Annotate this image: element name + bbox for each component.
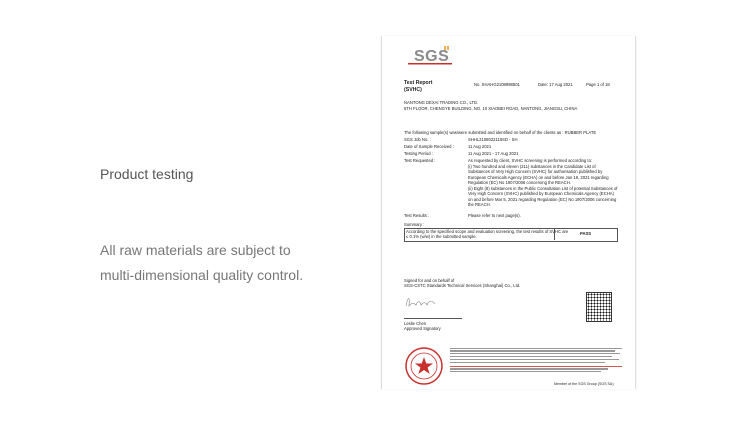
signed-company-line: SGS-CSTC Standards Technical Services (Shanghai) Co., Ltd. [404,283,521,288]
requested-line: Very High Concern (SVHC) published by European Chemicals Agency (ECHA) [468,191,614,196]
pass-result: PASS [580,231,592,236]
handwritten-signature-icon [404,294,438,310]
signed-for-line: Signed for and on behalf of [404,278,455,283]
requested-line: (i) Two hundred and eleven (211) substances in the Candidate List of [468,163,596,169]
requested-line: the REACH. [468,202,491,207]
requested-line: European Chemicals Agency (ECHA) on and before Jan 19, 2021 regarding [468,174,609,180]
received-label: Date of Sample Received : [404,144,454,149]
sgs-test-report-image [381,36,636,389]
product-testing-title: Product testing [100,166,194,182]
job-no-label: SGS Job No. : [404,137,431,142]
signer-name: Leslie Chen [404,321,427,326]
signature-rule [404,318,462,319]
product-testing-description [100,238,303,288]
sgs-seal-stamp-icon [404,346,444,386]
report-subtitle: (SVHC) [404,87,422,93]
company-name: NANTONG DEXAI TRADING CO., LTD. [404,100,479,105]
signer-title: Approved Signatory [404,326,441,331]
requested-label: Test Requested : [404,158,436,163]
summary-line-2: ≤ 0.1% (w/w) in the submitted sample. [406,234,477,239]
requested-line: As requested by client, SVHC screening is performed according to: [468,158,593,163]
report-title: Test Report [404,80,433,86]
results-label: Test Results : [404,213,430,218]
requested-line: Substances of Very High Concern (SVHC) for authorisation published by [468,169,603,174]
report-date: Date: 17 Aug 2021 [538,82,573,87]
summary-line-1: According to the specified scope and evaluation screening, the test results of SVHC are [406,229,569,234]
report-page: Page 1 of 18 [586,82,610,87]
sgs-group-member: Member of the SGS Group (SGS SA) [554,382,614,386]
report-number: No. SHAHG2108998501 [474,82,520,87]
sgs-logo-text: SGS [414,48,450,65]
company-address: 6TH FLOOR, CHENGYE BUILDING, NO. 10 XIAOBEI ROAD, NANTONG, JIANGSU, CHINA [404,106,578,111]
received-value: 11 Aug 2021 [468,144,492,149]
sample-intro: The following sample(s) was/were submitted and identified on behalf of the clients as : RUBBER PLATE [404,130,597,135]
requested-line: Regulation (EC) No 1907/2006 concerning the REACH. [468,180,571,185]
description-line-1: All raw materials are subject to [100,242,291,258]
results-value: Please refer to next page(s). [468,213,521,218]
job-no-value: SHHL2108022116SD - SH [468,137,518,142]
summary-label: Summary : [404,222,425,227]
legal-fineprint [450,346,622,374]
requested-line: on and before Mar 5, 2021 regarding Regulation (EC) No 1907/2006 concerning [468,196,617,202]
period-label: Testing Period : [404,151,433,156]
qr-code-icon [586,292,612,322]
description-line-2: multi-dimensional quality control. [100,267,304,283]
period-value: 11 Aug 2021 - 17 Aug 2021 [468,151,519,156]
requested-line: (ii) Eight (8) substances in the Public Consultation List of potential Substances of [468,185,618,191]
